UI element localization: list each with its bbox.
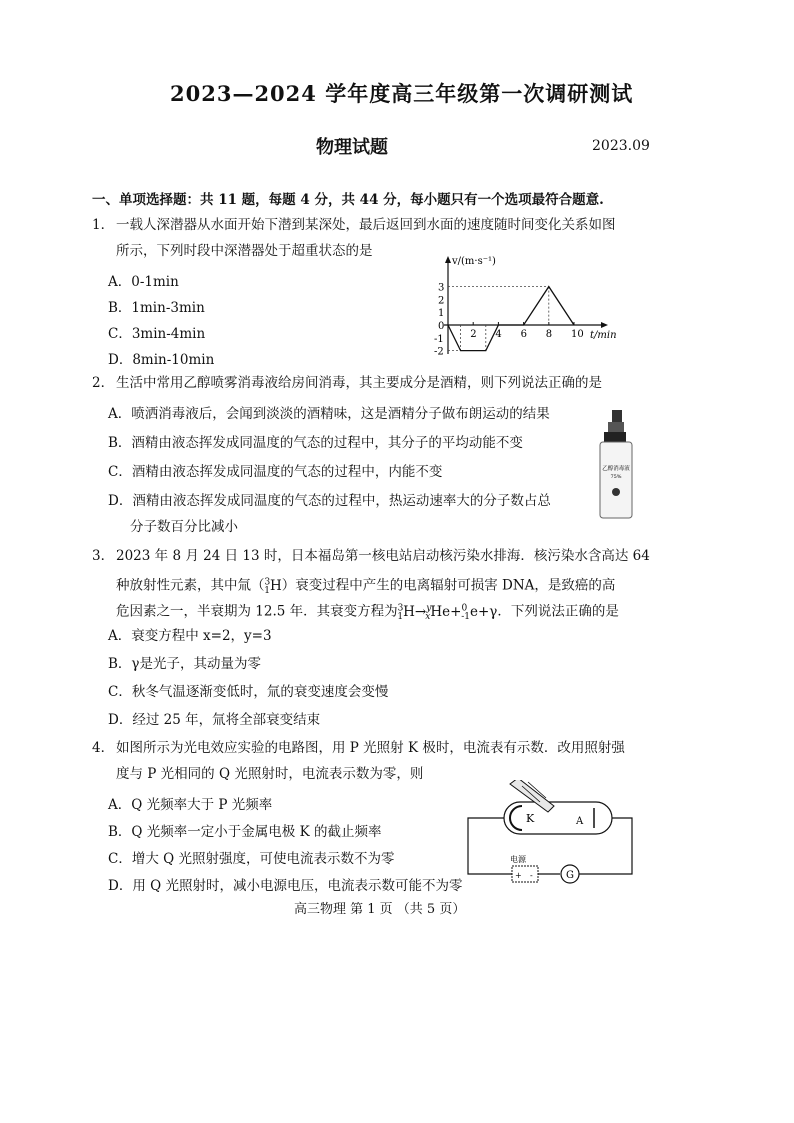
q2-stem: 生活中常用乙醇喷雾消毒液给房间消毒，其主要成分是酒精，则下列说法正确的是 — [116, 375, 602, 391]
y-axis-label: v/(m·s⁻¹) — [452, 256, 496, 267]
y-tick-label: 3 — [438, 282, 445, 294]
q3-line3-end: ．下列说法正确的是 — [497, 603, 619, 620]
spray-nozzle — [612, 410, 622, 422]
q1-option-d: D．8min-10min — [108, 352, 215, 368]
q2-option-a: A．喷洒消毒液后，会闻到淡淡的酒精味，这是酒精分子做布朗运动的结果 — [108, 406, 550, 422]
x-tick-label: 6 — [520, 329, 527, 340]
q3-number: 3． — [92, 548, 115, 564]
spray-cap — [608, 422, 624, 432]
page-footer: 高三物理 第 1 页 （共 5 页） — [294, 902, 466, 917]
q4-stem-line2: 度与 P 光相同的 Q 光照射时，电流表示数为零，则 — [116, 766, 424, 782]
positive-terminal: + — [515, 871, 522, 880]
q3-line3-start: 危因素之一，半衰期为 12.5 年．其衰变方程为 — [116, 603, 398, 620]
bottle-body — [600, 442, 632, 518]
wire-left — [468, 818, 512, 874]
x-tick-label: 8 — [545, 329, 553, 340]
x-tick-label: 10 — [571, 329, 584, 340]
q3-line2-end: ）衰变过程中产生的电离辐射可损害 DNA，是致癌的高 — [281, 577, 616, 594]
y-tick-label: 0 — [438, 321, 445, 332]
q2-option-c: C．酒精由液态挥发成同温度的气态的过程中，内能不变 — [108, 464, 443, 480]
q2-option-d: D．酒精由液态挥发成同温度的气态的过程中，热运动速率大的分子数占总 — [108, 493, 551, 509]
x-axis-label: t/min — [590, 330, 617, 341]
q4-option-a: A．Q 光频率大于 P 光频率 — [108, 797, 273, 813]
q3-option-a: A．衰变方程中 x=2，y=3 — [108, 628, 272, 644]
wire-right — [576, 818, 632, 874]
y-tick-label: -2 — [434, 346, 444, 358]
exam-date: 2023.09 — [592, 138, 650, 154]
q1-vt-chart — [420, 250, 620, 362]
negative-terminal: - — [530, 871, 533, 880]
q3-line2-start: 种放射性元素，其中氚（ — [116, 577, 265, 594]
velocity-series-line — [448, 287, 574, 351]
q1-number: 1． — [92, 217, 115, 233]
bottle-drop-icon — [612, 488, 620, 496]
q4-number: 4． — [92, 740, 115, 756]
y-tick-label: 2 — [438, 295, 445, 307]
q4-option-c: C．增大 Q 光照射强度，可使电流表示数不为零 — [108, 851, 395, 867]
q3-option-b: B．γ是光子，其动量为零 — [108, 656, 261, 672]
q1-stem-line1: 一载人深潜器从水面开始下潜到某深处，最后返回到水面的速度随时间变化关系如图 — [116, 217, 616, 233]
bottle-collar — [604, 432, 626, 442]
y-tick-label: -1 — [434, 333, 444, 345]
q1-stem-line2: 所示，下列时段中深潜器处于超重状态的是 — [116, 243, 373, 259]
power-source-label: 电源 — [510, 855, 526, 864]
q3-option-c: C．秋冬气温逐渐变低时，氚的衰变速度会变慢 — [108, 684, 389, 700]
y-axis-arrow — [445, 256, 451, 263]
q2-option-d-continued: 分子数百分比减小 — [130, 519, 238, 535]
q2-option-b: B．酒精由液态挥发成同温度的气态的过程中，其分子的平均动能不变 — [108, 435, 523, 451]
q3-stem-line1: 2023 年 8 月 24 日 13 时，日本福岛第一核电站启动核污染水排海．核污染水含高达 64 — [116, 548, 650, 564]
q1-option-b: B．1min-3min — [108, 300, 205, 316]
x-axis-arrow — [601, 322, 608, 328]
decay-equation: $^3_1$H→$^y_x$He+$^0_{-1}$e+γ — [397, 603, 498, 623]
anode-label: A — [576, 816, 584, 827]
q1-option-c: C．3min-4min — [108, 326, 206, 342]
spray-bottle-illustration — [592, 408, 642, 522]
q1-option-a: A．0-1min — [108, 274, 179, 290]
galvanometer-label: G — [566, 870, 574, 881]
exam-title: 2023—2024 学年度高三年级第一次调研测试 — [170, 81, 634, 106]
bottle-label: 乙醇消毒液 — [602, 466, 630, 472]
x-tick-label: 4 — [495, 329, 502, 340]
y-tick-label: 1 — [438, 308, 445, 320]
subject-title: 物理试题 — [316, 137, 388, 158]
q4-option-b: B．Q 光频率一定小于金属电极 K 的截止频率 — [108, 824, 382, 840]
bottle-sublabel: 75% — [610, 474, 622, 480]
x-tick-label: 2 — [470, 329, 477, 340]
cathode-electrode — [510, 806, 522, 830]
q4-option-d: D．用 Q 光照射时，减小电源电压，电流表示数可能不为零 — [108, 878, 463, 894]
photoelectric-circuit-diagram — [462, 780, 638, 892]
cathode-label: K — [526, 812, 535, 825]
q2-number: 2． — [92, 375, 115, 391]
q4-stem-line1: 如图所示为光电效应实验的电路图，用 P 光照射 K 极时，电流表有示数．改用照射强 — [116, 740, 625, 756]
section-heading: 一、单项选择题：共 11 题，每题 4 分，共 44 分，每小题只有一个选项最符合题意. — [92, 192, 604, 208]
q3-option-d: D．经过 25 年，氚将全部衰变结束 — [108, 712, 321, 728]
tritium-symbol: $^3_1$H — [264, 577, 282, 597]
